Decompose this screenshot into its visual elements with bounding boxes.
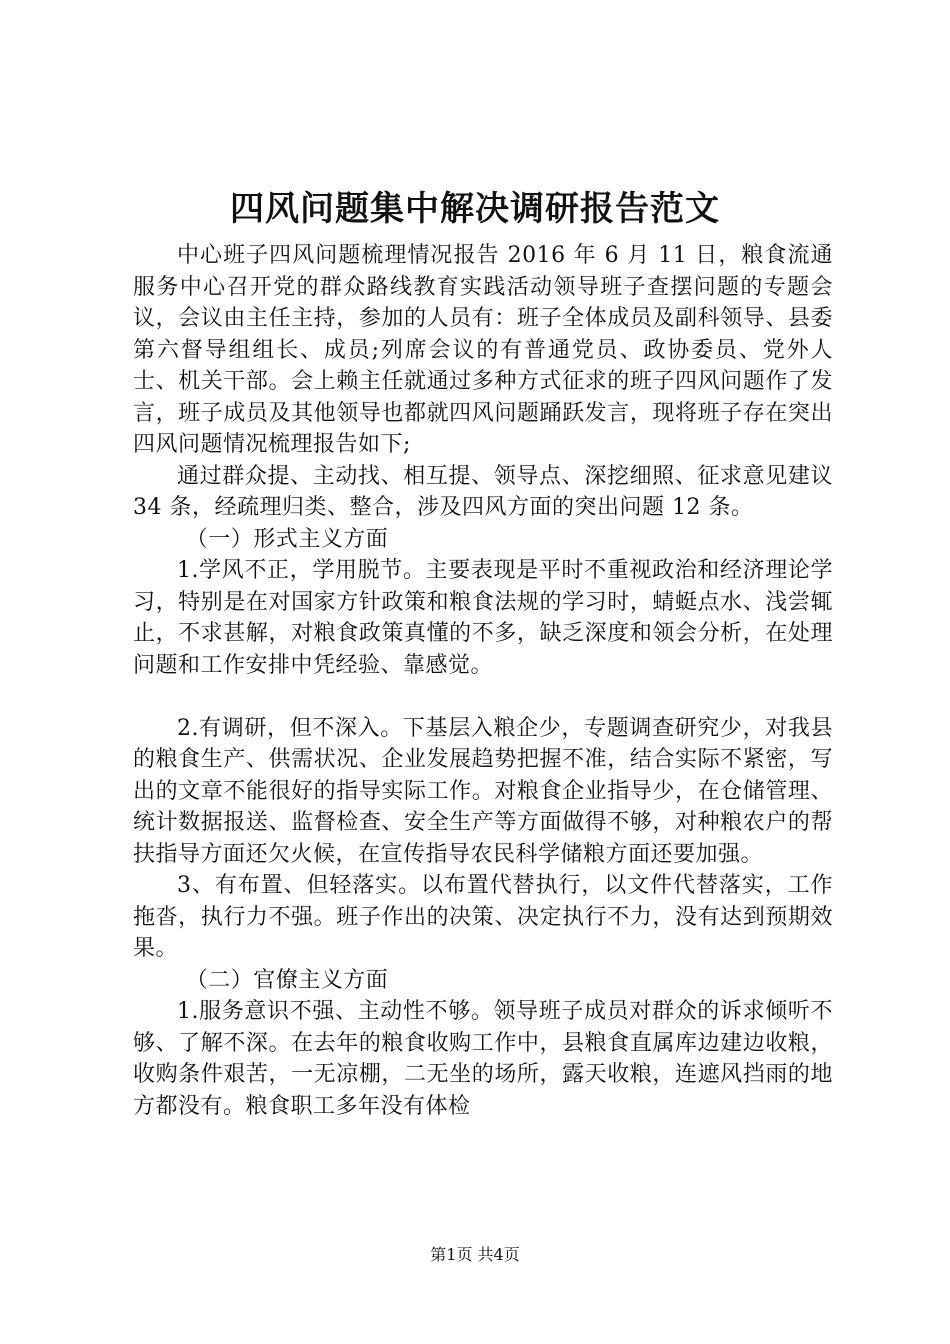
paragraph-formalism-item-3: 3、有布置、但轻落实。以布置代替执行，以文件代替落实，工作拖沓，执行力不强。班子作出的决策、决定执行不力，没有达到预期效果。 [133, 873, 833, 961]
document-title: 四风问题集中解决调研报告范文 [230, 189, 720, 229]
paragraph-intro: 中心班子四风问题梳理情况报告 2016 年 6 月 11 日，粮食流通服务中心召开党的群众路线教育实践活动领导班子查摆问题的专题会议，会议由主任主持，参加的人员有：班子全体成员及副科领导、县委第六督导组组长、成员;列席会议的有普通党员、政协委员、党外人士、机关干部。会上赖主任就通过多种方式征求的班子四风问题作了发言，班子成员及其他领导也都就四风问题踊跃发言，现将班子存在突出四风问题情况梳理报告如下; [133, 243, 833, 457]
paragraph-formalism-item-2: 2.有调研，但不深入。下基层入粮企少，专题调查研究少，对我县的粮食生产、供需状况、企业发展趋势把握不准，结合实际不紧密，写出的文章不能很好的指导实际工作。对粮食企业指导少，在仓储管理、统计数据报送、监督检查、安全生产等方面做得不够，对种粮农户的帮扶指导方面还欠火候，在宣传指导农民科学储粮方面还要加强。 [133, 715, 833, 867]
paragraph-bureaucracy-item-1: 1.服务意识不强、主动性不够。领导班子成员对群众的诉求倾听不够、了解不深。在去年的粮食收购工作中，县粮食直属库边建边收粮，收购条件艰苦，一无凉棚，二无坐的场所，露天收粮，连遮风挡雨的地方都没有。粮食职工多年没有体检 [133, 999, 833, 1119]
paragraph-summary: 通过群众提、主动找、相互提、领导点、深挖细照、征求意见建议 34 条，经疏理归类、整合，涉及四风方面的突出问题 12 条。 [133, 463, 833, 520]
section-heading-formalism: （一）形式主义方面 [185, 526, 389, 552]
paragraph-formalism-item-1: 1.学风不正，学用脱节。主要表现是平时不重视政治和经济理论学习，特别是在对国家方针政策和粮食法规的学习时，蜻蜓点水、浅尝辄止，不求甚解，对粮食政策真懂的不多，缺乏深度和领会分析，在处理问题和工作安排中凭经验、靠感觉。 [133, 558, 833, 678]
document-body [133, 240, 833, 1122]
section-heading-bureaucracy: （二）官僚主义方面 [185, 967, 389, 993]
page-number-footer: 第1页 共4页 [430, 1245, 520, 1264]
